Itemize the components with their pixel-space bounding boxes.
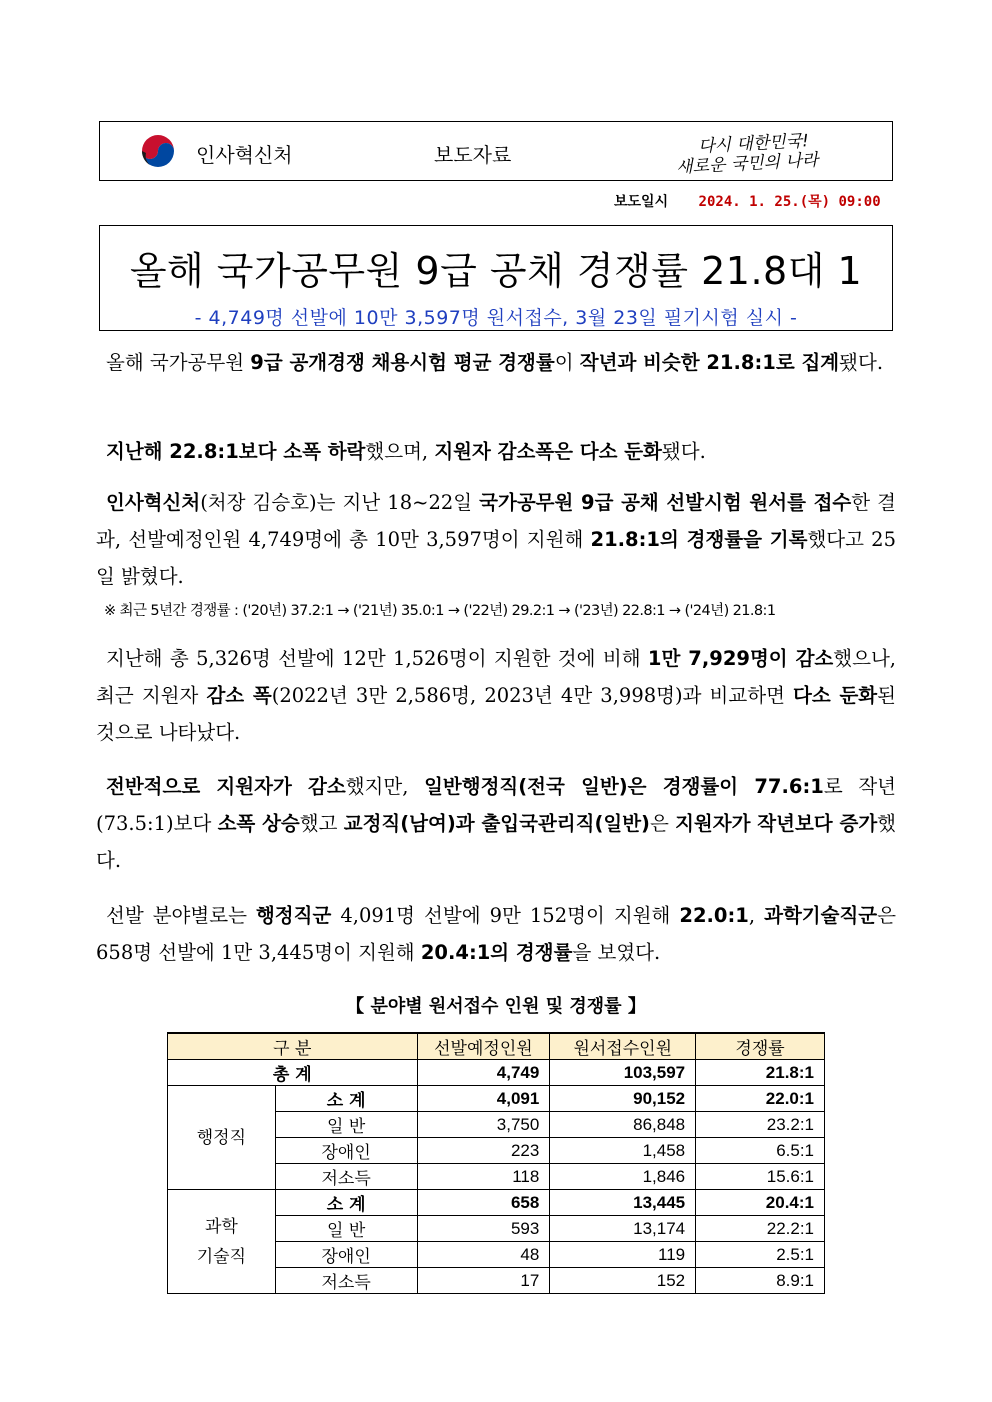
table-row bbox=[168, 1190, 825, 1216]
header-planned: 선발예정인원 bbox=[417, 1033, 550, 1060]
group-science-tech bbox=[168, 1190, 276, 1294]
group-name-line-2: 기술직 bbox=[196, 1246, 247, 1267]
row-applied: 86,848 bbox=[550, 1112, 696, 1138]
row-rate: 23.2:1 bbox=[696, 1112, 825, 1138]
p2-text-1: 했으며, bbox=[365, 440, 435, 463]
header-category: 구 분 bbox=[168, 1033, 418, 1060]
total-rate: 21.8:1 bbox=[696, 1060, 825, 1086]
row-rate: 15.6:1 bbox=[696, 1164, 825, 1190]
p5-bold-5: 지원자가 작년보다 증가 bbox=[675, 812, 878, 835]
total-applied: 103,597 bbox=[550, 1060, 696, 1086]
row-planned: 3,750 bbox=[417, 1112, 550, 1138]
p1-text-3: 됐다. bbox=[839, 351, 884, 374]
slogan bbox=[668, 127, 878, 177]
row-rate: 8.9:1 bbox=[696, 1268, 825, 1294]
page-title: 올해 국가공무원 9급 공채 경쟁률 21.8대 1 bbox=[129, 249, 863, 293]
p6-bold-3: 과학기술직군 bbox=[764, 904, 878, 927]
p5-bold-3: 소폭 상승 bbox=[217, 812, 300, 835]
p5-bold-4: 교정직(남여)과 출입국관리직(일반) bbox=[343, 812, 650, 835]
p3-bold-2: 국가공무원 9급 공채 선발시험 원서를 접수 bbox=[479, 491, 852, 514]
p3-text-3: 했다고 25일 밝혔다. bbox=[96, 528, 896, 588]
row-planned: 17 bbox=[417, 1268, 550, 1294]
p6-text-1: 선발 분야별로는 bbox=[106, 904, 256, 927]
applications-table bbox=[167, 1032, 825, 1294]
header-rate: 경쟁률 bbox=[696, 1033, 825, 1060]
row-label: 일 반 bbox=[275, 1112, 417, 1138]
p5-text-5: 했다. bbox=[96, 812, 897, 872]
paragraph-4 bbox=[96, 640, 896, 751]
p5-text-4: 은 bbox=[649, 812, 676, 835]
p5-bold-1: 전반적으로 지원자가 감소 bbox=[106, 775, 346, 798]
p3-bold-3: 21.8:1의 경쟁률을 기록 bbox=[590, 528, 808, 551]
row-rate: 20.4:1 bbox=[696, 1190, 825, 1216]
p5-text-3: 했고 bbox=[299, 812, 344, 835]
row-applied: 13,445 bbox=[550, 1190, 696, 1216]
row-planned: 118 bbox=[417, 1164, 550, 1190]
group-admin: 행정직 bbox=[168, 1086, 276, 1190]
row-applied: 152 bbox=[550, 1268, 696, 1294]
row-label: 장애인 bbox=[275, 1242, 417, 1268]
page-subtitle: - 4,749명 선발에 10만 3,597명 원서접수, 3월 23일 필기시험 실시 - bbox=[194, 307, 798, 329]
row-planned: 48 bbox=[417, 1242, 550, 1268]
release-datetime bbox=[614, 191, 881, 211]
row-planned: 223 bbox=[417, 1138, 550, 1164]
p4-bold-3: 다소 둔화 bbox=[793, 684, 878, 707]
row-planned: 658 bbox=[417, 1190, 550, 1216]
row-label: 저소득 bbox=[275, 1268, 417, 1294]
p6-bold-1: 행정직군 bbox=[255, 904, 332, 927]
p6-text-4: 은 658명 선발에 1만 3,445명이 지원해 bbox=[96, 904, 896, 964]
p4-text-2: 했으나, 최근 지원자 bbox=[96, 647, 896, 707]
p1-bold-2: 작년과 비슷한 21.8:1로 집계 bbox=[579, 351, 840, 374]
slogan-line-1: 다시 대한민국! bbox=[697, 131, 810, 157]
p1-text-1: 올해 국가공무원 bbox=[106, 351, 251, 374]
row-applied: 119 bbox=[550, 1242, 696, 1268]
p2-bold-1: 지난해 22.8:1보다 소폭 하락 bbox=[106, 440, 366, 463]
p4-bold-1: 1만 7,929명이 감소 bbox=[647, 647, 834, 670]
row-applied: 1,846 bbox=[550, 1164, 696, 1190]
paragraph-3 bbox=[96, 484, 896, 595]
p5-bold-2: 일반행정직(전국 일반)은 경쟁률이 77.6:1 bbox=[424, 775, 824, 798]
table-row-total bbox=[168, 1060, 825, 1086]
p5-text-1: 했지만, bbox=[345, 775, 425, 798]
p2-bold-2: 지원자 감소폭은 다소 둔화 bbox=[434, 440, 662, 463]
p4-text-1: 지난해 총 5,326명 선발에 12만 1,526명이 지원한 것에 비해 bbox=[106, 647, 648, 670]
p2-text-2: 됐다. bbox=[661, 440, 706, 463]
total-label: 총 계 bbox=[168, 1060, 418, 1086]
slogan-line-2: 새로운 국민의 나라 bbox=[675, 150, 819, 178]
p4-text-4: 된 것으로 나타났다. bbox=[96, 684, 896, 744]
paragraph-6 bbox=[96, 897, 896, 971]
header-applied: 원서접수인원 bbox=[550, 1033, 696, 1060]
release-label: 보도일시 bbox=[614, 194, 669, 210]
p1-bold-1: 9급 공개경쟁 채용시험 평균 경쟁률 bbox=[250, 351, 555, 374]
row-label: 장애인 bbox=[275, 1138, 417, 1164]
headline-box bbox=[99, 225, 893, 331]
p3-bold-1: 인사혁신처 bbox=[106, 491, 201, 514]
row-applied: 90,152 bbox=[550, 1086, 696, 1112]
paragraph-5 bbox=[96, 768, 896, 879]
p5-text-2: 로 작년(73.5:1)보다 bbox=[96, 775, 896, 835]
press-header bbox=[99, 121, 893, 181]
table-header-row bbox=[168, 1033, 825, 1060]
release-value: 2024. 1. 25.(목) 09:00 bbox=[698, 194, 881, 210]
table-row bbox=[168, 1086, 825, 1112]
government-emblem-icon bbox=[138, 133, 178, 169]
row-applied: 13,174 bbox=[550, 1216, 696, 1242]
p6-bold-4: 20.4:1의 경쟁률 bbox=[420, 941, 573, 964]
p6-text-3: , bbox=[748, 904, 765, 927]
paragraph-2 bbox=[96, 435, 896, 469]
p4-text-3: (2022년 3만 2,586명, 2023년 4만 3,998명)과 비교하면 bbox=[271, 684, 794, 707]
row-applied: 1,458 bbox=[550, 1138, 696, 1164]
row-rate: 22.0:1 bbox=[696, 1086, 825, 1112]
p1-text-2: 이 bbox=[554, 351, 580, 374]
paragraph-1 bbox=[96, 346, 896, 380]
total-planned: 4,749 bbox=[417, 1060, 550, 1086]
row-label: 소 계 bbox=[275, 1190, 417, 1216]
row-label: 일 반 bbox=[275, 1216, 417, 1242]
group-name-line-1: 과학 bbox=[204, 1216, 238, 1237]
row-rate: 2.5:1 bbox=[696, 1242, 825, 1268]
row-rate: 6.5:1 bbox=[696, 1138, 825, 1164]
p6-text-2: 4,091명 선발에 9만 152명이 지원해 bbox=[331, 904, 680, 927]
p4-bold-2: 감소 폭 bbox=[206, 684, 272, 707]
org-name: 인사혁신처 bbox=[196, 143, 293, 167]
table-title: 【 분야별 원서접수 인원 및 경쟁률 】 bbox=[346, 996, 646, 1017]
five-year-rate-note: ※ 최근 5년간 경쟁률 : ('20년) 37.2:1 → ('21년) 35.0:1 → ('22년) 29.2:1 → ('23년) 22.8:1 → ('24년) 21.8:1 bbox=[104, 603, 776, 619]
p6-text-5: 을 보였다. bbox=[572, 941, 661, 964]
row-label: 소 계 bbox=[275, 1086, 417, 1112]
row-planned: 4,091 bbox=[417, 1086, 550, 1112]
p6-bold-2: 22.0:1 bbox=[679, 904, 749, 927]
row-planned: 593 bbox=[417, 1216, 550, 1242]
row-rate: 22.2:1 bbox=[696, 1216, 825, 1242]
row-label: 저소득 bbox=[275, 1164, 417, 1190]
p3-text-2: 한 결과, 선발예정인원 4,749명에 총 10만 3,597명이 지원해 bbox=[96, 491, 896, 551]
p3-text-1: (처장 김승호)는 지난 18~22일 bbox=[200, 491, 480, 514]
doc-type: 보도자료 bbox=[434, 143, 512, 167]
